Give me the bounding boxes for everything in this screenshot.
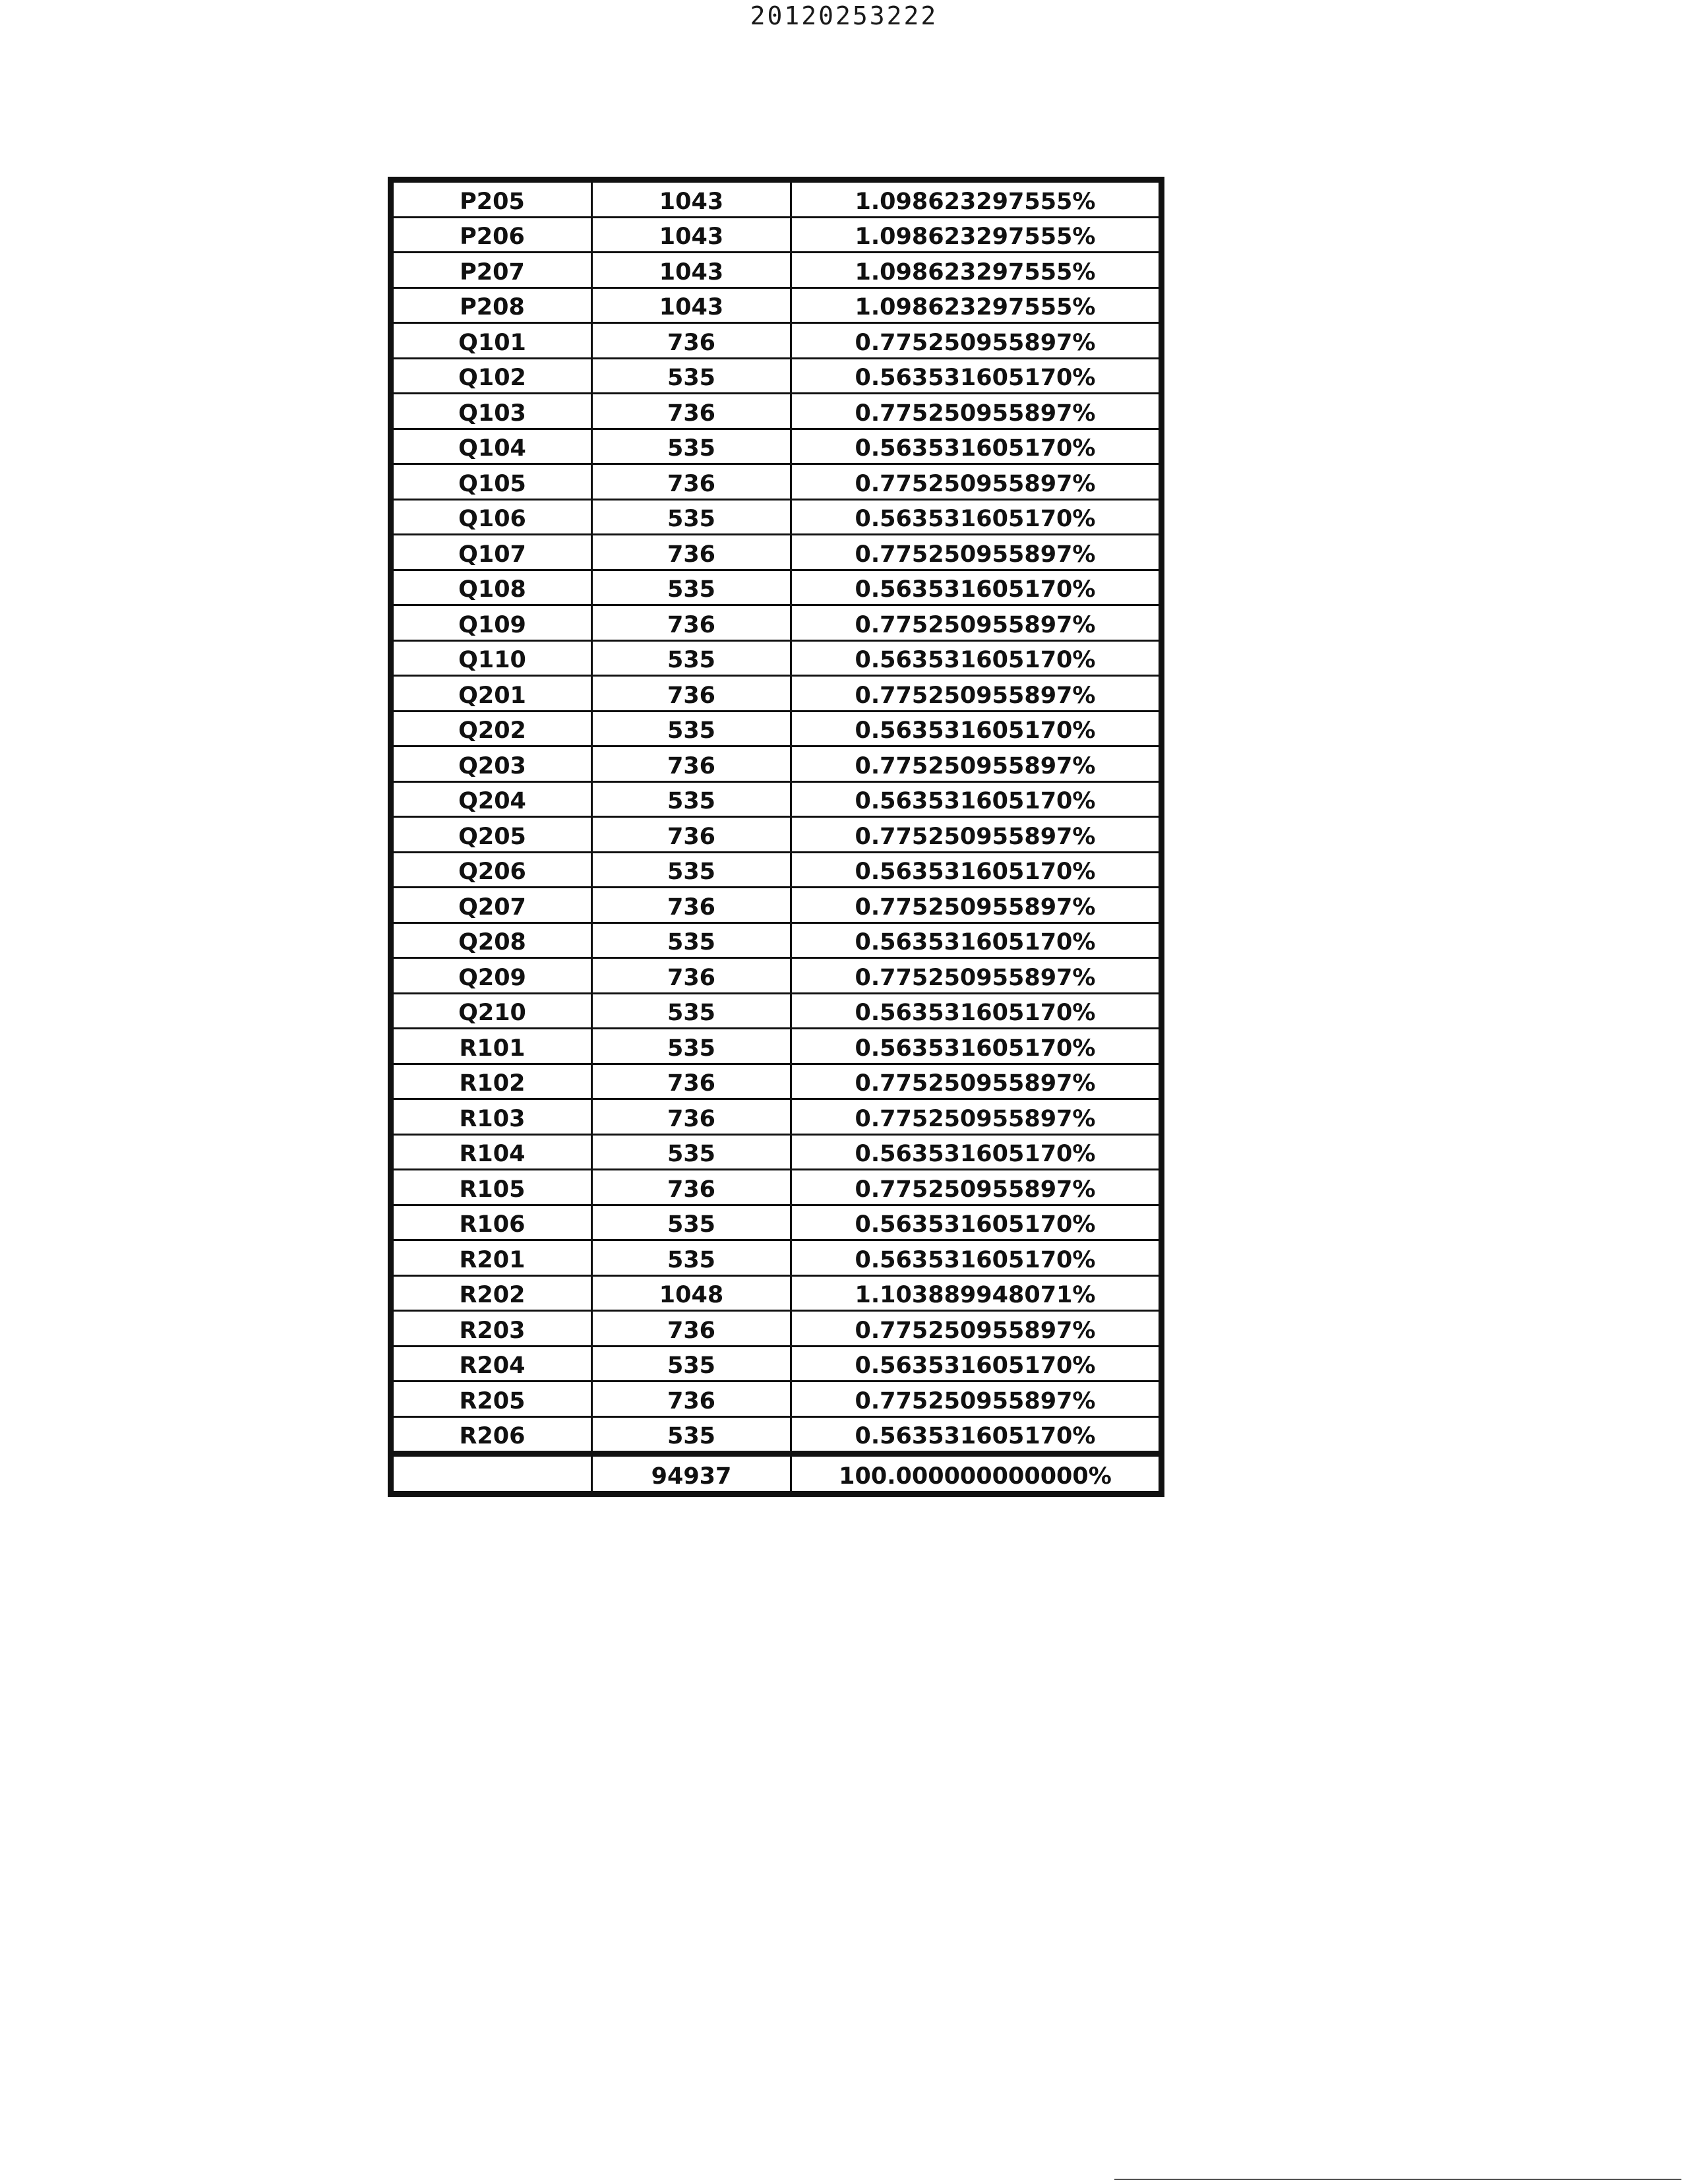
value-cell: 736 bbox=[592, 1099, 791, 1135]
table-row bbox=[393, 923, 1160, 958]
value-cell: 736 bbox=[592, 888, 791, 923]
unit-cell: Q207 bbox=[393, 888, 592, 923]
table-row bbox=[393, 253, 1160, 288]
document-number: 20120253222 bbox=[750, 1, 938, 30]
unit-cell: Q208 bbox=[393, 923, 592, 958]
percent-cell: 1.103889948071% bbox=[791, 1275, 1160, 1311]
value-cell: 736 bbox=[592, 817, 791, 853]
table-row bbox=[393, 288, 1160, 323]
value-cell: 535 bbox=[592, 1205, 791, 1240]
table-row bbox=[393, 746, 1160, 782]
value-cell: 535 bbox=[592, 358, 791, 394]
unit-cell: Q108 bbox=[393, 570, 592, 605]
unit-cell: R205 bbox=[393, 1381, 592, 1417]
percent-cell: 0.775250955897% bbox=[791, 323, 1160, 359]
table-row bbox=[393, 570, 1160, 605]
unit-cell: R103 bbox=[393, 1099, 592, 1135]
value-cell: 535 bbox=[592, 1240, 791, 1276]
percent-cell: 0.563531605170% bbox=[791, 1240, 1160, 1276]
table-row bbox=[393, 1134, 1160, 1170]
percent-cell: 0.563531605170% bbox=[791, 1029, 1160, 1064]
unit-cell: R201 bbox=[393, 1240, 592, 1276]
table-body bbox=[393, 182, 1160, 1492]
percent-cell: 0.775250955897% bbox=[791, 676, 1160, 712]
unit-cell: Q103 bbox=[393, 394, 592, 429]
value-cell: 535 bbox=[592, 570, 791, 605]
table-row bbox=[393, 1381, 1160, 1417]
percent-cell: 0.563531605170% bbox=[791, 570, 1160, 605]
value-cell: 736 bbox=[592, 535, 791, 570]
unit-cell: Q101 bbox=[393, 323, 592, 359]
table-row bbox=[393, 464, 1160, 500]
percent-cell: 0.775250955897% bbox=[791, 605, 1160, 641]
unit-cell: Q204 bbox=[393, 781, 592, 817]
table-row bbox=[393, 1064, 1160, 1099]
unit-cell: P205 bbox=[393, 182, 592, 218]
percent-cell: 0.563531605170% bbox=[791, 358, 1160, 394]
table-row bbox=[393, 1311, 1160, 1347]
table-row bbox=[393, 852, 1160, 888]
value-cell: 736 bbox=[592, 394, 791, 429]
percent-cell: 0.563531605170% bbox=[791, 1346, 1160, 1381]
total-row bbox=[393, 1454, 1160, 1492]
unit-cell: Q201 bbox=[393, 676, 592, 712]
unit-cell: R102 bbox=[393, 1064, 592, 1099]
table-row bbox=[393, 711, 1160, 746]
table-row bbox=[393, 535, 1160, 570]
value-cell: 535 bbox=[592, 711, 791, 746]
table-row bbox=[393, 323, 1160, 359]
percent-cell: 0.563531605170% bbox=[791, 640, 1160, 676]
value-cell: 736 bbox=[592, 958, 791, 994]
table-row bbox=[393, 640, 1160, 676]
percent-cell: 0.563531605170% bbox=[791, 923, 1160, 958]
unit-cell: Q102 bbox=[393, 358, 592, 394]
percent-cell: 0.775250955897% bbox=[791, 888, 1160, 923]
allocation-table bbox=[388, 177, 1164, 1497]
unit-cell: Q110 bbox=[393, 640, 592, 676]
table-row bbox=[393, 1205, 1160, 1240]
table-row bbox=[393, 217, 1160, 253]
table-row bbox=[393, 1170, 1160, 1205]
value-cell: 736 bbox=[592, 1381, 791, 1417]
percent-cell: 0.775250955897% bbox=[791, 394, 1160, 429]
percent-cell: 0.563531605170% bbox=[791, 852, 1160, 888]
percent-cell: 0.775250955897% bbox=[791, 1064, 1160, 1099]
unit-cell: Q210 bbox=[393, 993, 592, 1029]
unit-cell: Q209 bbox=[393, 958, 592, 994]
unit-cell: Q109 bbox=[393, 605, 592, 641]
unit-cell: P207 bbox=[393, 253, 592, 288]
unit-cell: R202 bbox=[393, 1275, 592, 1311]
unit-cell: R106 bbox=[393, 1205, 592, 1240]
unit-cell: P208 bbox=[393, 288, 592, 323]
table-row bbox=[393, 676, 1160, 712]
unit-cell: R206 bbox=[393, 1416, 592, 1454]
table-row bbox=[393, 1029, 1160, 1064]
value-cell: 736 bbox=[592, 605, 791, 641]
percent-cell: 0.775250955897% bbox=[791, 817, 1160, 853]
percent-cell: 1.098623297555% bbox=[791, 217, 1160, 253]
unit-cell: Q206 bbox=[393, 852, 592, 888]
value-cell: 736 bbox=[592, 746, 791, 782]
percent-cell: 0.563531605170% bbox=[791, 781, 1160, 817]
total-value-cell: 94937 bbox=[592, 1454, 791, 1492]
value-cell: 535 bbox=[592, 923, 791, 958]
unit-cell: P206 bbox=[393, 217, 592, 253]
value-cell: 736 bbox=[592, 1170, 791, 1205]
percent-cell: 1.098623297555% bbox=[791, 253, 1160, 288]
value-cell: 535 bbox=[592, 1416, 791, 1454]
value-cell: 1043 bbox=[592, 253, 791, 288]
unit-cell: R203 bbox=[393, 1311, 592, 1347]
table-row bbox=[393, 817, 1160, 853]
table-row bbox=[393, 781, 1160, 817]
value-cell: 736 bbox=[592, 464, 791, 500]
percent-cell: 0.775250955897% bbox=[791, 1381, 1160, 1417]
unit-cell: R204 bbox=[393, 1346, 592, 1381]
unit-cell: Q107 bbox=[393, 535, 592, 570]
percent-cell: 0.563531605170% bbox=[791, 429, 1160, 464]
table-row bbox=[393, 1240, 1160, 1276]
table-row bbox=[393, 358, 1160, 394]
percent-cell: 0.563531605170% bbox=[791, 711, 1160, 746]
table-row bbox=[393, 958, 1160, 994]
table-row bbox=[393, 182, 1160, 218]
percent-cell: 0.775250955897% bbox=[791, 535, 1160, 570]
percent-cell: 1.098623297555% bbox=[791, 182, 1160, 218]
percent-cell: 0.563531605170% bbox=[791, 993, 1160, 1029]
percent-cell: 1.098623297555% bbox=[791, 288, 1160, 323]
value-cell: 535 bbox=[592, 993, 791, 1029]
value-cell: 535 bbox=[592, 852, 791, 888]
value-cell: 736 bbox=[592, 1311, 791, 1347]
unit-cell: Q105 bbox=[393, 464, 592, 500]
unit-cell: Q106 bbox=[393, 499, 592, 535]
table-row bbox=[393, 1099, 1160, 1135]
unit-cell: R105 bbox=[393, 1170, 592, 1205]
value-cell: 535 bbox=[592, 640, 791, 676]
table-row bbox=[393, 888, 1160, 923]
percent-cell: 0.563531605170% bbox=[791, 1416, 1160, 1454]
value-cell: 736 bbox=[592, 323, 791, 359]
value-cell: 736 bbox=[592, 676, 791, 712]
value-cell: 1048 bbox=[592, 1275, 791, 1311]
percent-cell: 0.775250955897% bbox=[791, 958, 1160, 994]
value-cell: 535 bbox=[592, 1346, 791, 1381]
table-row bbox=[393, 1346, 1160, 1381]
unit-cell: Q205 bbox=[393, 817, 592, 853]
percent-cell: 0.563531605170% bbox=[791, 499, 1160, 535]
value-cell: 535 bbox=[592, 781, 791, 817]
unit-cell: Q104 bbox=[393, 429, 592, 464]
percent-cell: 0.775250955897% bbox=[791, 1099, 1160, 1135]
percent-cell: 0.563531605170% bbox=[791, 1134, 1160, 1170]
value-cell: 535 bbox=[592, 429, 791, 464]
table-row bbox=[393, 1416, 1160, 1454]
value-cell: 1043 bbox=[592, 182, 791, 218]
footer-rule bbox=[1114, 2179, 1681, 2180]
table-row bbox=[393, 429, 1160, 464]
table-row bbox=[393, 1275, 1160, 1311]
unit-cell: R104 bbox=[393, 1134, 592, 1170]
total-percent-cell: 100.000000000000% bbox=[791, 1454, 1160, 1492]
table-row bbox=[393, 394, 1160, 429]
value-cell: 535 bbox=[592, 1029, 791, 1064]
percent-cell: 0.775250955897% bbox=[791, 1311, 1160, 1347]
percent-cell: 0.775250955897% bbox=[791, 1170, 1160, 1205]
percent-cell: 0.563531605170% bbox=[791, 1205, 1160, 1240]
unit-cell: R101 bbox=[393, 1029, 592, 1064]
unit-cell: Q203 bbox=[393, 746, 592, 782]
table-row bbox=[393, 499, 1160, 535]
total-label-cell bbox=[393, 1454, 592, 1492]
value-cell: 535 bbox=[592, 499, 791, 535]
percent-cell: 0.775250955897% bbox=[791, 464, 1160, 500]
value-cell: 1043 bbox=[592, 288, 791, 323]
percent-cell: 0.775250955897% bbox=[791, 746, 1160, 782]
value-cell: 535 bbox=[592, 1134, 791, 1170]
unit-cell: Q202 bbox=[393, 711, 592, 746]
value-cell: 736 bbox=[592, 1064, 791, 1099]
value-cell: 1043 bbox=[592, 217, 791, 253]
table-row bbox=[393, 993, 1160, 1029]
table-row bbox=[393, 605, 1160, 641]
